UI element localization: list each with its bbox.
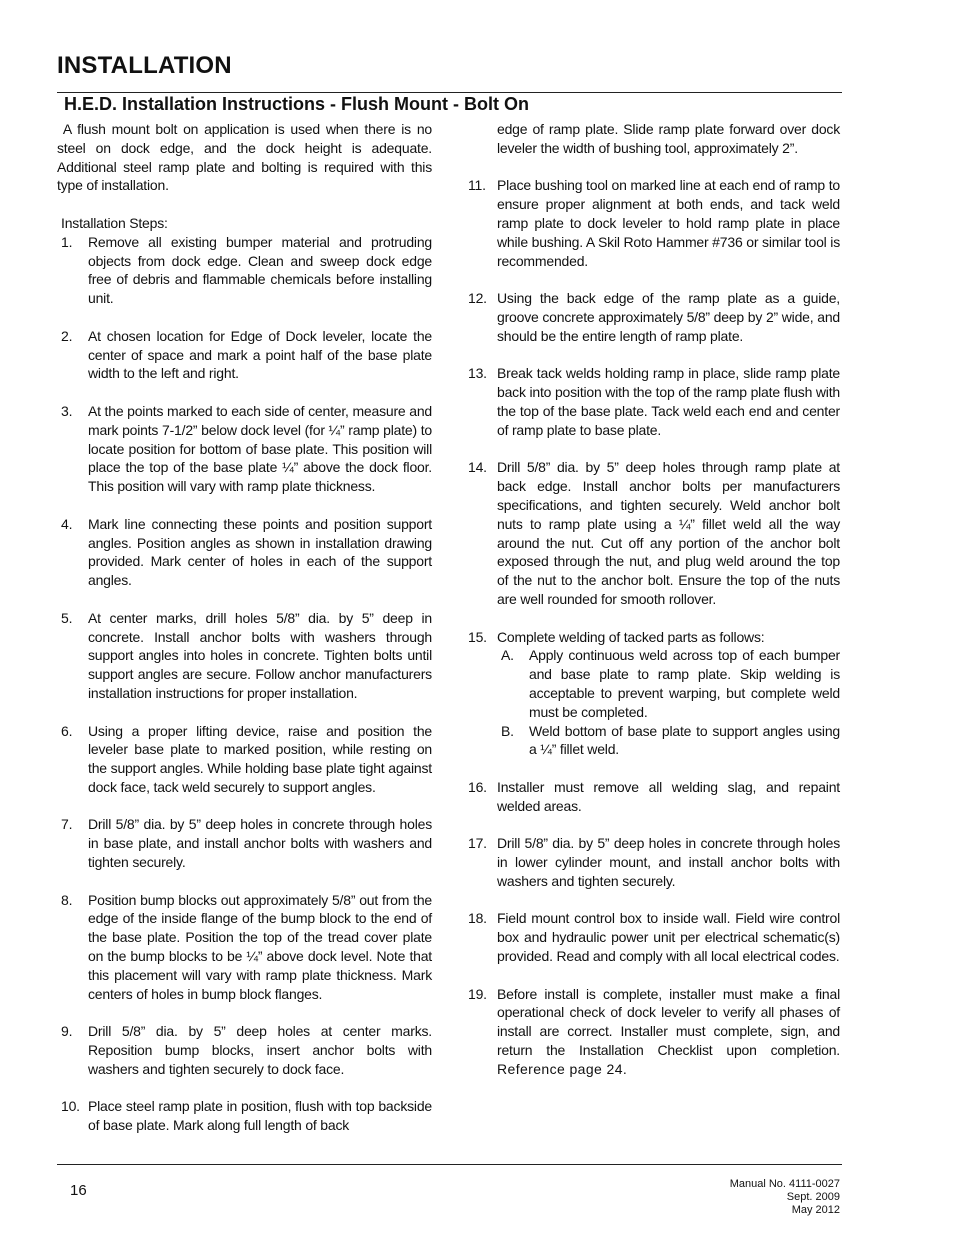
step-15: 15. Complete welding of tacked parts as follows: A. Apply continuous weld across top of each bumper and base plate to ramp plate. Skip welding is acceptable to prevent warping, but complete weld must be completed. B. Weld bottom of base plate to support angles using a ¼” fillet weld.	[468, 628, 840, 758]
page-title: INSTALLATION	[57, 52, 232, 79]
steps-label: Installation Steps:	[61, 214, 168, 231]
step-15-sub-a: A. Apply continuous weld across top of each bumper and base plate to ramp plate. Skip welding is acceptable to prevent warping, but complete weld must be completed.	[501, 647, 840, 720]
step-5: 5. At center marks, drill holes 5/8” dia. by 5” deep in concrete. Install anchor bolts with washers through support angles into holes in concrete. Tighten bolts until support angles are secure. Follow anchor manufacturers installation instructions for proper installation.	[61, 609, 432, 701]
step-3: 3. At the points marked to each side of center, measure and mark points 7-1/2” below dock level (for ¼” ramp plate) to locate position for bottom of base plate. This position will place the top of the base plate ¼” above the dock floor. This position will vary with ramp plate thickness.	[61, 402, 432, 495]
revision-date-2: May 2012	[791, 1204, 840, 1216]
step-7: 7. Drill 5/8” dia. by 5” deep holes in concrete through holes in base plate, and install anchor bolts with washers and tighten securely.	[61, 816, 432, 871]
step-4: 4. Mark line connecting these points and position support angles. Position angles as shown in installation drawing provided. Mark center of holes in each of the support angles.	[61, 515, 432, 589]
page-reference: Reference page 24.	[497, 1060, 628, 1077]
step-18: 18. Field mount control box to inside wall. Field wire control box and hydraulic power unit per electrical schematic(s) provided. Read and comply with all local electrical codes.	[468, 910, 840, 965]
left-column	[57, 120, 432, 1154]
section-title: H.E.D. Installation Instructions - Flush Mount - Bolt On	[64, 94, 529, 114]
step-15-sub-b: B. Weld bottom of base plate to support angles using a ¼” fillet weld.	[501, 722, 840, 758]
step-11: 11. Place bushing tool on marked line at each end of ramp to ensure proper alignment at both ends, and tack weld ramp plate to dock leveler to hold ramp plate in place while bushing. A Skil Roto Hammer #736 or similar tool is recommended.	[468, 177, 840, 269]
step-16: 16. Installer must remove all welding slag, and repaint welded areas.	[468, 778, 840, 814]
intro-paragraph: A flush mount bolt on application is used when there is no steel on dock edge, and the dock height is adequate. Additional steel ramp plate and bolting is required with this type of installation.	[57, 121, 432, 194]
step-6: 6. Using a proper lifting device, raise and position the leveler base plate to marked position, while resting on the support angles. While holding base plate tight against dock face, tack weld securely to support angles.	[61, 722, 432, 795]
step-10: 10. Place steel ramp plate in position, flush with top backside of base plate. Mark along full length of back	[61, 1098, 432, 1134]
step-13: 13. Break tack welds holding ramp in place, slide ramp plate back into position with the top of the ramp plate flush with the top of the base plate. Tack weld each end and center of ramp plate to base plate.	[468, 365, 840, 438]
step-2: 2. At chosen location for Edge of Dock leveler, locate the center of space and mark a point half of the base plate width to the left and right.	[61, 327, 432, 382]
right-column	[468, 120, 840, 1097]
step-8: 8. Position bump blocks out approximately 5/8” out from the edge of the inside flange of the bump block to the end of the base plate. Position the top of the tread cover plate on the bump blocks to be ¼” above dock level. Note that this placement will vary with ramp plate thickness. Mark centers of holes in bump block flanges.	[61, 891, 432, 1002]
step-9: 9. Drill 5/8” dia. by 5” deep holes at center marks. Reposition bump blocks, insert anchor bolts with washers and tighten securely to dock face.	[61, 1023, 432, 1077]
step-17: 17. Drill 5/8” dia. by 5” deep holes in concrete through holes in lower cylinder mount, and install anchor bolts with washers and tighten securely.	[468, 835, 840, 889]
step-14: 14. Drill 5/8” dia. by 5” deep holes through ramp plate at back edge. Install anchor bolts per manufacturers specifications, and tighten securely. Weld anchor bolt nuts to ramp plate using a ¼” fillet weld all the way around the nut. Cut off any portion of the anchor bolt exposed through the nut, and plug weld around the top of the nut to the anchor bolt. Ensure the top of the nuts are well rounded for smooth rollover.	[468, 459, 840, 607]
manual-info	[730, 1178, 840, 1217]
step-1: 1. Remove all existing bumper material and protruding objects from dock edge. Clean and sweep dock edge free of debris and flammable chemicals before installing unit.	[61, 233, 432, 307]
header-divider	[57, 92, 842, 93]
page-number: 16	[70, 1182, 87, 1199]
step-12: 12. Using the back edge of the ramp plate as a guide, groove concrete approximately 5/8” deep by 2” wide, and should be the entire length of ramp plate.	[468, 290, 840, 344]
footer-divider	[57, 1164, 842, 1165]
step-19: 19. Before install is complete, installer must make a final operational check of dock leveler to verify all phases of install are correct. Installer must complete, sign, and return the Installation Checklist upon completion. Reference page 24.	[468, 985, 840, 1077]
revision-date-1: Sept. 2009	[786, 1191, 840, 1203]
step-10-continued: edge of ramp plate. Slide ramp plate forward over dock leveler the width of bushing tool, approximately 2”.	[497, 121, 840, 156]
manual-number: Manual No. 4111-0027	[729, 1178, 840, 1190]
